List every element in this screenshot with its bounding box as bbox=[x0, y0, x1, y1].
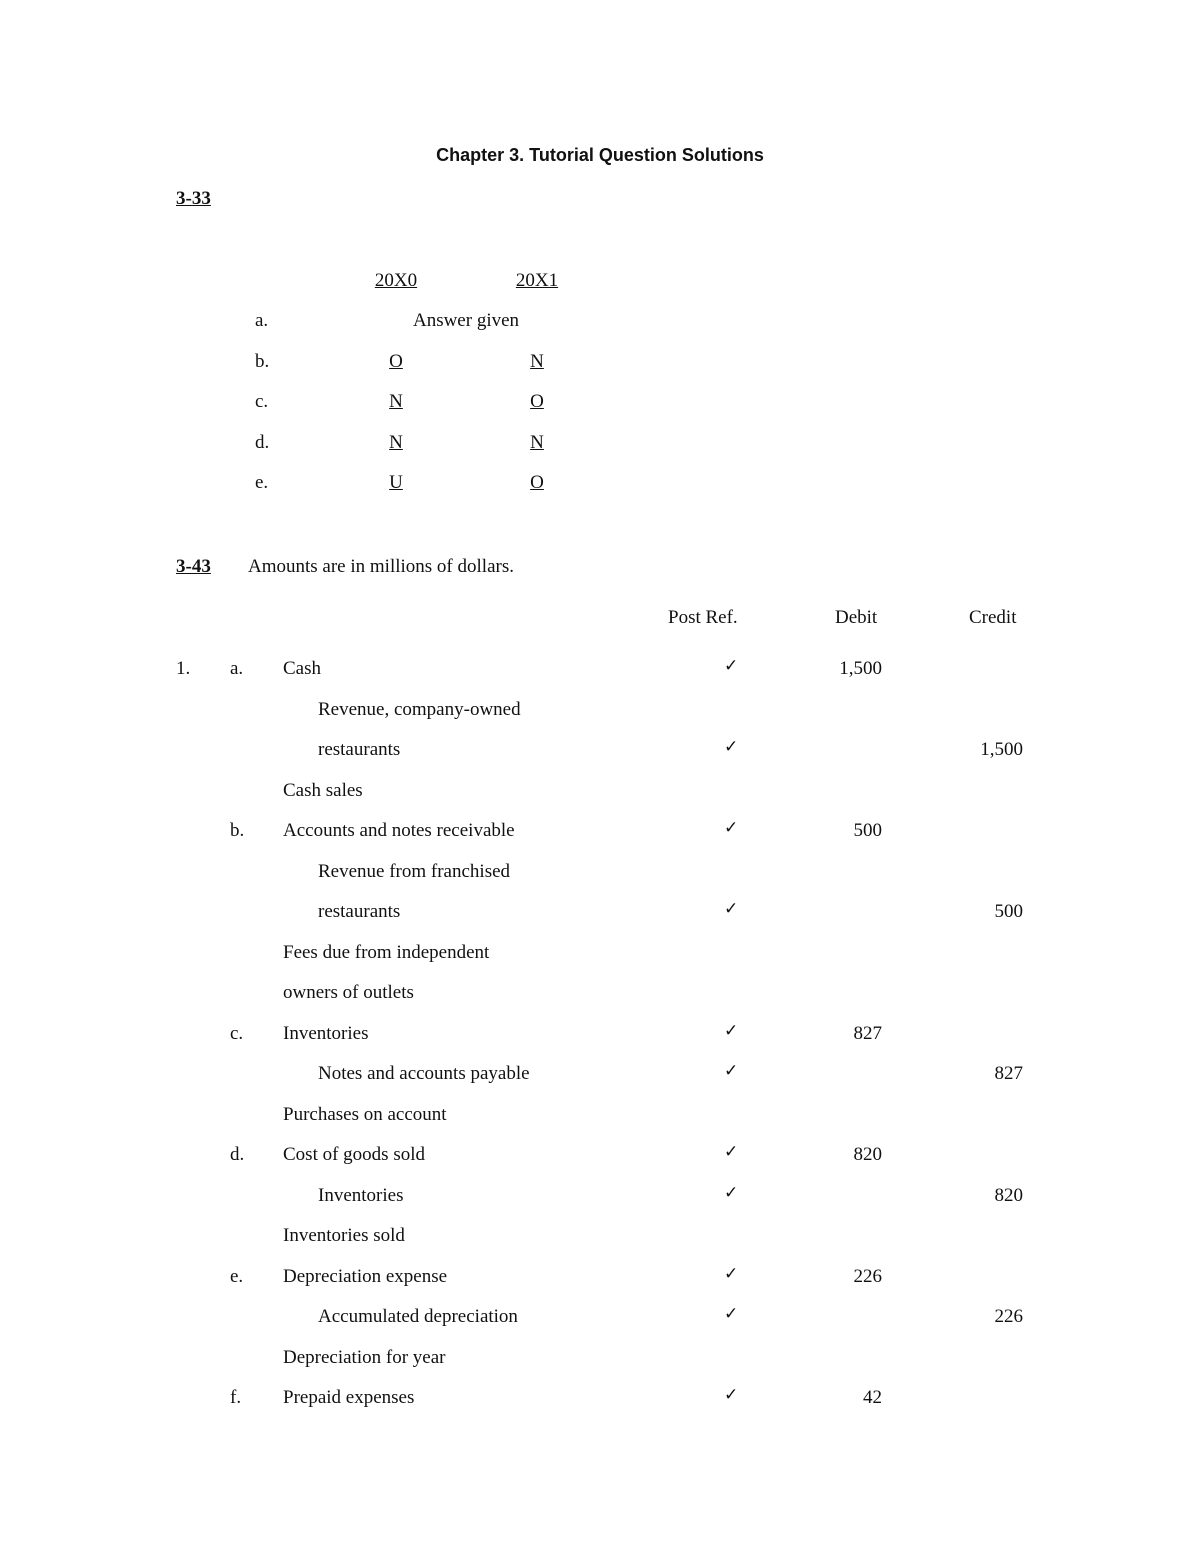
checkmark-icon: ✓ bbox=[724, 1182, 739, 1203]
credit-account: Revenue, company-owned bbox=[318, 698, 521, 720]
credit-account: Accumulated depreciation bbox=[318, 1306, 518, 1327]
credit-amount: 827 bbox=[994, 1063, 1023, 1084]
debit-amount: 42 bbox=[863, 1387, 882, 1408]
credit-account: Revenue from franchised bbox=[318, 860, 511, 882]
credit-amount: 1,500 bbox=[980, 739, 1023, 760]
row-label: c. bbox=[255, 391, 269, 412]
credit-amount: 820 bbox=[994, 1184, 1023, 1206]
debit-amount: 820 bbox=[853, 1144, 882, 1165]
value-20x1: O bbox=[530, 472, 544, 493]
entry-letter: f. bbox=[230, 1387, 242, 1408]
value-20x0: O bbox=[389, 350, 403, 372]
checkmark-icon: ✓ bbox=[724, 1020, 739, 1041]
account-name: Purchases on account bbox=[283, 1103, 447, 1125]
question-3-33-heading: 3-33 bbox=[176, 188, 211, 209]
value-20x0: N bbox=[389, 431, 403, 453]
entry-letter: b. bbox=[230, 820, 245, 841]
value-20x1: O bbox=[530, 391, 544, 412]
amounts-note: Amounts are in millions of dollars. bbox=[248, 556, 514, 577]
row-label: e. bbox=[255, 472, 269, 493]
credit-amount: 500 bbox=[994, 901, 1023, 922]
account-name: Cash sales bbox=[283, 779, 363, 801]
credit-amount: 226 bbox=[994, 1306, 1023, 1327]
credit-account: Notes and accounts payable bbox=[318, 1063, 530, 1084]
debit-amount: 500 bbox=[853, 820, 882, 841]
answer-given-text: Answer given bbox=[412, 310, 520, 331]
checkmark-icon: ✓ bbox=[724, 818, 739, 838]
credit-account: restaurants bbox=[318, 739, 401, 760]
account-name: Depreciation expense bbox=[283, 1265, 448, 1287]
column-header-debit: Debit bbox=[835, 607, 878, 628]
entry-letter: d. bbox=[230, 1144, 245, 1165]
account-name: Prepaid expenses bbox=[283, 1387, 415, 1408]
row-label: d. bbox=[255, 431, 270, 453]
checkmark-icon: ✓ bbox=[724, 1385, 739, 1405]
column-header-20x1: 20X1 bbox=[515, 270, 559, 291]
debit-amount: 226 bbox=[853, 1265, 882, 1287]
account-name: Inventories sold bbox=[283, 1225, 405, 1246]
entry-letter: a. bbox=[230, 658, 244, 679]
credit-account: Inventories bbox=[318, 1184, 404, 1206]
part-number: 1. bbox=[176, 658, 191, 679]
checkmark-icon: ✓ bbox=[724, 899, 739, 919]
page-title: Chapter 3. Tutorial Question Solutions bbox=[436, 145, 764, 165]
column-header-20x0: 20X0 bbox=[374, 270, 418, 291]
row-label: b. bbox=[255, 350, 270, 372]
entry-letter: c. bbox=[230, 1022, 244, 1044]
checkmark-icon: ✓ bbox=[724, 656, 739, 676]
checkmark-icon: ✓ bbox=[724, 1142, 739, 1162]
account-name: Cost of goods sold bbox=[283, 1144, 425, 1165]
account-name: owners of outlets bbox=[283, 982, 414, 1003]
value-20x1: N bbox=[530, 431, 544, 453]
debit-amount: 1,500 bbox=[839, 658, 882, 679]
account-name: Cash bbox=[283, 658, 321, 679]
question-3-43-heading: 3-43 bbox=[176, 556, 211, 577]
checkmark-icon: ✓ bbox=[724, 1061, 739, 1081]
account-name: Fees due from independent bbox=[283, 941, 490, 963]
account-name: Depreciation for year bbox=[283, 1346, 446, 1368]
checkmark-icon: ✓ bbox=[724, 737, 739, 757]
row-label: a. bbox=[255, 310, 269, 331]
entry-letter: e. bbox=[230, 1265, 244, 1287]
debit-amount: 827 bbox=[853, 1022, 882, 1044]
column-header-post-ref: Post Ref. bbox=[668, 607, 738, 628]
account-name: Inventories bbox=[283, 1022, 369, 1044]
value-20x0: U bbox=[389, 472, 403, 493]
account-name: Accounts and notes receivable bbox=[283, 820, 515, 841]
checkmark-icon: ✓ bbox=[724, 1263, 739, 1284]
credit-account: restaurants bbox=[318, 901, 401, 922]
value-20x1: N bbox=[530, 350, 544, 372]
column-header-credit: Credit bbox=[969, 607, 1017, 628]
value-20x0: N bbox=[389, 391, 403, 412]
checkmark-icon: ✓ bbox=[724, 1304, 739, 1324]
